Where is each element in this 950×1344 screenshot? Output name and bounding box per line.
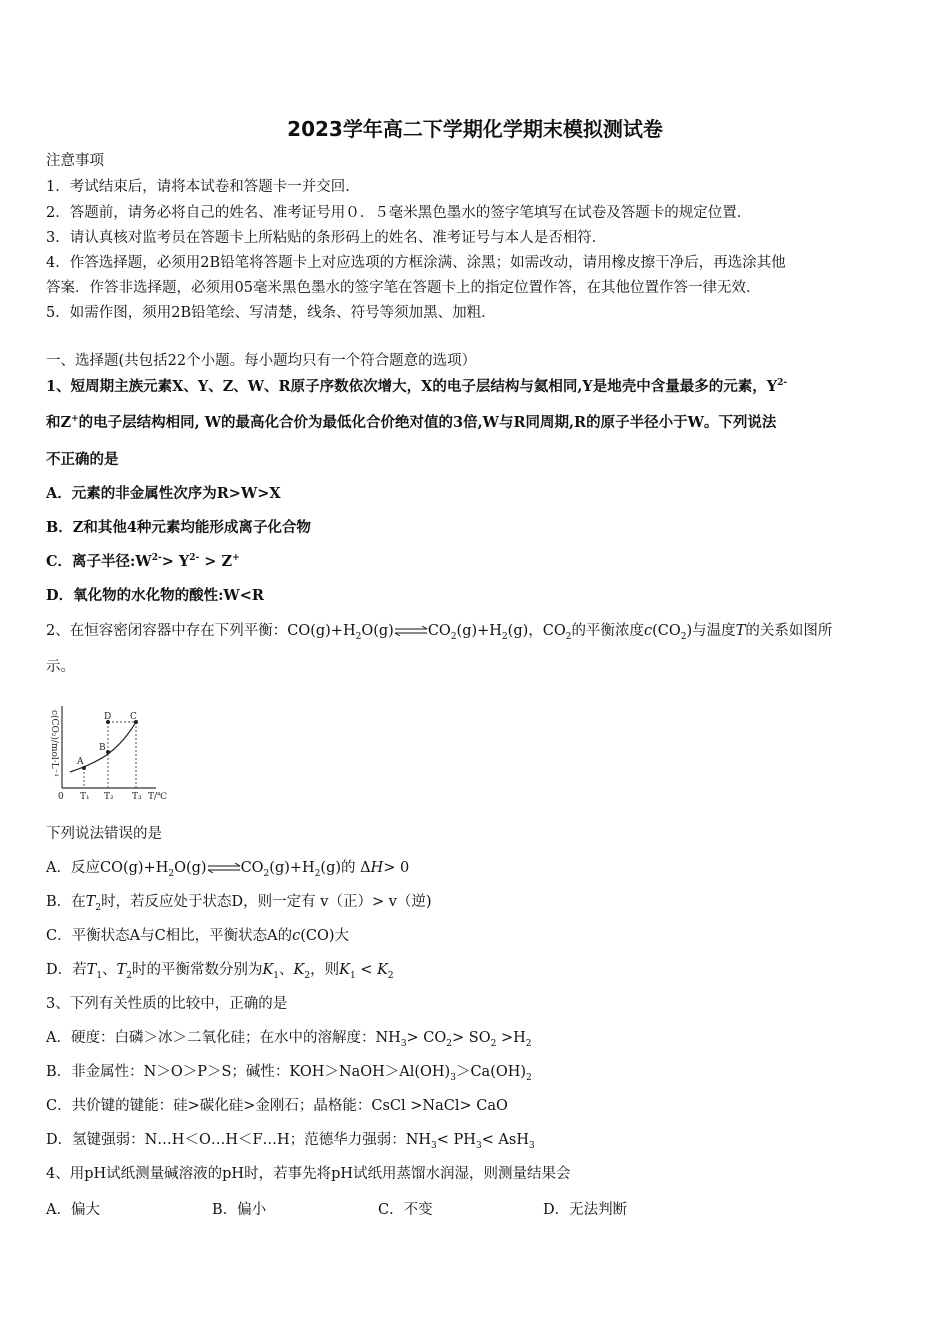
tick-t1: T₁ (80, 792, 90, 802)
notice-heading: 注意事项 (46, 153, 104, 169)
q3-option-b: B．非金属性：N＞O＞P＞S；碱性：$KOH>NaOH>Al(OH)_3>Ca(OH)_2$ (46, 1064, 532, 1083)
page-title: 2023学年高二下学期化学期末模拟测试卷 (287, 117, 663, 141)
equilibrium-graph (44, 702, 174, 804)
q3-option-d: D．氢键强弱：N…H＜O…H＜F…H；范德华力强弱：$NH_3< PH_3< AsH_3$ (46, 1132, 535, 1151)
tick-t2: T₂ (104, 792, 114, 802)
q1-option-b: B．Z和其他4种元素均能形成离子化合物 (46, 519, 311, 536)
q3-option-c: C．共价键的键能：硅>碳化硅>金刚石；晶格能：CsCl >NaCl> CaO (46, 1098, 508, 1114)
notice-item: 3．请认真核对监考员在答题卡上所粘贴的条形码上的姓名、准考证号与本人是否相符． (46, 230, 607, 246)
point-b (106, 750, 110, 754)
q2-option-b: B．在$T_2$时，若反应处于状态D，则一定有 v（正）> v（逆) (46, 894, 432, 913)
label-a: A (77, 757, 84, 767)
q4-option-c: C．不变 (378, 1202, 433, 1218)
q2-prompt: 下列说法错误的是 (46, 826, 162, 842)
q4-option-a: A．偏大 (46, 1202, 100, 1218)
notice-item: 2．答题前，请务必将自己的姓名、准考证号用０．５毫米黑色墨水的签字笔填写在试卷及答题卡的规定位置． (46, 205, 752, 221)
q2-stem-line2: 示。 (46, 659, 75, 675)
q1-stem-line2: 和Z+的电子层结构相同, W的最高化合价为最低化合价绝对值的3倍,W与R同周期,R的原子半径小于W。下列说法 (46, 414, 777, 431)
equilibrium-arrow-icon (394, 626, 428, 636)
notice-item: 5．如需作图，须用2B铅笔绘、写清楚，线条、符号等须加黑、加粗． (46, 305, 496, 321)
q2-option-d: D．若$T_1$、$T_2$时的平衡常数分别为$K_1$、$K_2$，则$K_1 < K_2$ (46, 962, 394, 981)
q4-stem: 4、用pH试纸测量碱溶液的pH时，若事先将pH试纸用蒸馏水润湿，则测量结果会 (46, 1166, 571, 1182)
q3-option-a: A．硬度：白磷＞冰＞二氧化硅；在水中的溶解度：$NH_3> CO_2> SO_2 >H_2$ (46, 1030, 532, 1049)
q1-option-d: D．氧化物的水化物的酸性:W<R (46, 587, 264, 604)
label-b: B (99, 743, 106, 753)
graph-xlabel: T/℃ (148, 792, 168, 802)
q1-stem-line1: 1、短周期主族元素X、Y、Z、W、R原子序数依次增大，X的电子层结构与氦相同,Y是地壳中含量最多的元素，$Y^{2-}$ (46, 378, 788, 395)
q1-option-c: C．离子半径$:W^{2-}> Y^{2-} > Z^+$ (46, 553, 240, 570)
tick-t3: T₃ (132, 792, 142, 802)
notice-item: 答案．作答非选择题，必须用05毫米黑色墨水的签字笔在答题卡上的指定位置作答，在其他位置作答一律无效． (46, 280, 761, 296)
q3-stem: 3、下列有关性质的比较中，正确的是 (46, 996, 288, 1012)
q1-option-a: A．元素的非金属性次序为R>W>X (46, 485, 281, 502)
origin-label: 0 (58, 792, 64, 802)
notice-item: 1．考试结束后，请将本试卷和答题卡一并交回． (46, 179, 360, 195)
q2-option-c: C．平衡状态A与C相比，平衡状态A的c(CO)大 (46, 928, 350, 944)
section-heading: 一、选择题(共包括22个小题。每小题均只有一个符合题意的选项） (46, 353, 477, 369)
q1-stem-line3: 不正确的是 (46, 451, 119, 468)
label-d: D (104, 712, 112, 722)
q4-option-b: B．偏小 (212, 1202, 267, 1218)
equilibrium-arrow-icon (207, 863, 241, 873)
graph-ylabel: c(CO₂)/mol·L⁻¹ (49, 710, 59, 777)
q4-option-d: D．无法判断 (543, 1202, 628, 1218)
label-c: C (130, 712, 137, 722)
q2-option-a: A．反应$CO(g)+H_2O(g)$ $CO_2(g)+H_2(g)$的 ΔH> 0 (46, 860, 410, 879)
q2-stem-line1: 2、在恒容密闭容器中存在下列平衡：$CO(g)+H_2O(g)$ $CO_2(g)+H_2(g)$，$CO_2$的平衡浓度$c(CO_2)$与温度T的关系如图所 (46, 623, 833, 642)
notice-item: 4．作答选择题，必须用2B铅笔将答题卡上对应选项的方框涂满、涂黑；如需改动，请用橡皮擦干净后，再选涂其他 (46, 255, 786, 271)
